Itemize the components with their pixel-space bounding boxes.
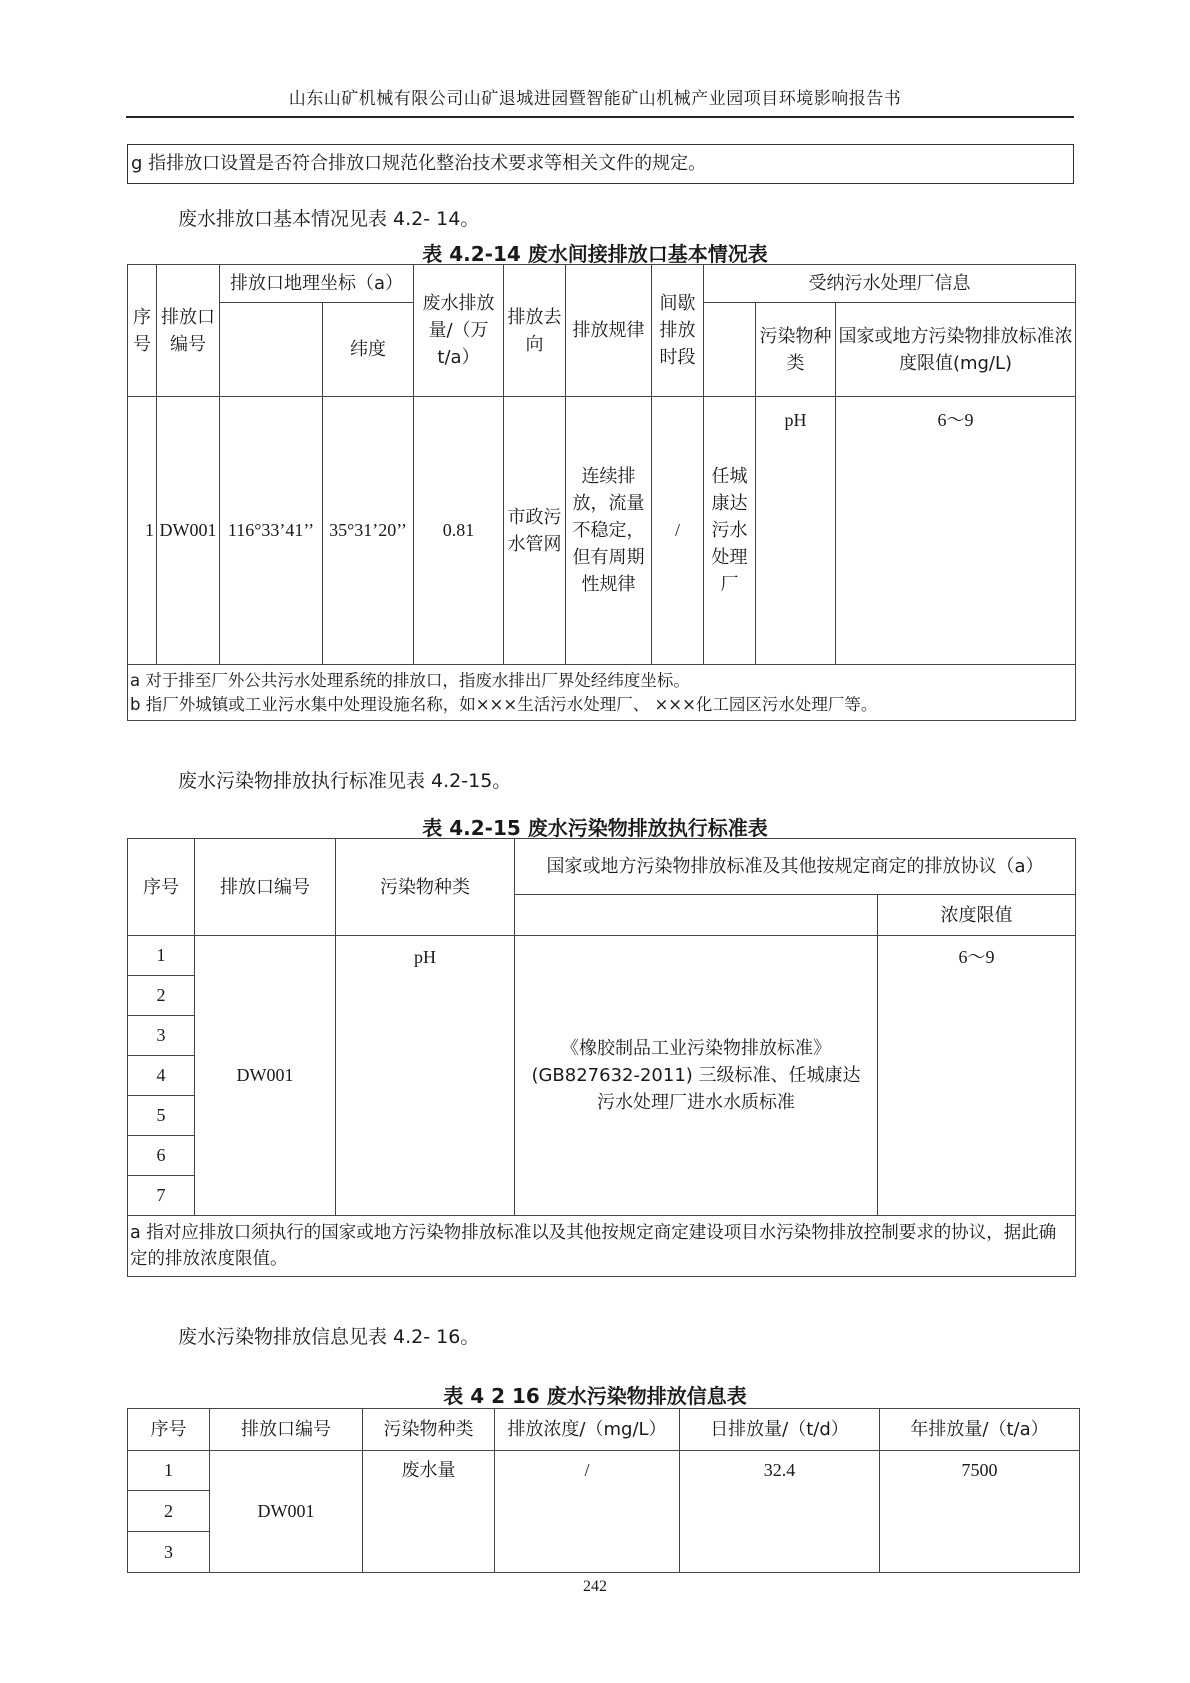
t14-cell-destination: 市政污水管网 xyxy=(504,397,566,665)
t14-header-intermittent: 间歇排放时段 xyxy=(652,265,704,397)
table14 xyxy=(127,264,1076,721)
table15 xyxy=(127,838,1076,1277)
t16-header-annual: 年排放量/（t/a） xyxy=(880,1409,1080,1451)
t16-cell-concentration: / xyxy=(495,1451,680,1573)
t14-note-b: b 指厂外城镇或工业污水集中处理设施名称，如×××生活污水处理厂、 ×××化工园区污水处理厂等。 xyxy=(130,694,878,714)
t15-note: a 指对应排放口须执行的国家或地方污染物排放标准以及其他按规定商定建设项目水污染物排放控制要求的协议，据此确定的排放浓度限值。 xyxy=(128,1216,1076,1277)
t14-header-destination: 排放去向 xyxy=(504,265,566,397)
t15-seq-4: 4 xyxy=(128,1056,195,1096)
t14-header-flow: 废水排放量/（万t/a） xyxy=(414,265,504,397)
header-rule xyxy=(126,116,1074,118)
t16-header-pollutant: 污染物种类 xyxy=(363,1409,495,1451)
t16-cell-outlet: DW001 xyxy=(210,1451,363,1573)
t15-cell-standard: 《橡胶制品工业污染物排放标准》(GB827632-2011) 三级标准、任城康达污水处理厂进水水质标准 xyxy=(515,936,878,1216)
t14-header-longitude-empty xyxy=(220,303,323,397)
page-number: 242 xyxy=(583,1578,607,1595)
t16-cell-daily: 32.4 xyxy=(680,1451,880,1573)
t14-cell-intermittent: / xyxy=(652,397,704,665)
table16-caption: 表 4 2 16 废水污染物排放信息表 xyxy=(443,1384,747,1408)
t15-cell-pollutant: pH xyxy=(336,936,515,1216)
t16-seq-2: 2 xyxy=(128,1491,210,1532)
t15-seq-1: 1 xyxy=(128,936,195,976)
t14-header-pollutant: 污染物种类 xyxy=(756,303,836,397)
t15-cell-limit: 6～9 xyxy=(878,936,1076,1216)
t14-cell-limit: 6～9 xyxy=(836,397,1076,665)
t14-header-receiver: 受纳污水处理厂信息 xyxy=(704,265,1076,303)
t14-cell-pollutant: pH xyxy=(756,397,836,665)
t15-header-seq: 序号 xyxy=(128,839,195,936)
t14-note-a: a 对于排至厂外公共污水处理系统的排放口，指废水排出厂界处经纬度坐标。 xyxy=(130,670,690,690)
table15-caption: 表 4.2-15 废水污染物排放执行标准表 xyxy=(422,816,768,840)
t16-header-concentration: 排放浓度/（mg/L） xyxy=(495,1409,680,1451)
t14-cell-plant: 任城康达污水处理厂 xyxy=(704,397,756,665)
table14-caption: 表 4.2-14 废水间接排放口基本情况表 xyxy=(422,242,768,266)
t16-header-daily: 日排放量/（t/d） xyxy=(680,1409,880,1451)
t14-cell-pattern: 连续排放，流量不稳定，但有周期性规律 xyxy=(566,397,652,665)
paragraph-table15-ref: 废水污染物排放执行标准见表 4.2-15。 xyxy=(178,770,512,792)
t16-cell-annual: 7500 xyxy=(880,1451,1080,1573)
t15-header-outlet: 排放口编号 xyxy=(195,839,336,936)
paragraph-table14-ref: 废水排放口基本情况见表 4.2- 14。 xyxy=(178,208,480,230)
t14-cell-flow: 0.81 xyxy=(414,397,504,665)
paragraph-table16-ref: 废水污染物排放信息见表 4.2- 16。 xyxy=(178,1326,480,1348)
t16-cell-pollutant: 废水量 xyxy=(363,1451,495,1573)
t16-seq-1: 1 xyxy=(128,1451,210,1491)
t15-header-pollutant: 污染物种类 xyxy=(336,839,515,936)
t15-seq-7: 7 xyxy=(128,1176,195,1216)
t15-seq-5: 5 xyxy=(128,1096,195,1136)
t14-header-pattern: 排放规律 xyxy=(566,265,652,397)
t16-seq-3: 3 xyxy=(128,1532,210,1573)
t16-header-seq: 序号 xyxy=(128,1409,210,1451)
t15-header-standard-empty xyxy=(515,895,878,936)
t15-header-standard: 国家或地方污染物排放标准及其他按规定商定的排放协议（a） xyxy=(515,839,1076,895)
note-g-box: g 指排放口设置是否符合排放口规范化整治技术要求等相关文件的规定。 xyxy=(127,144,1074,184)
t16-header-outlet: 排放口编号 xyxy=(210,1409,363,1451)
t15-header-limit: 浓度限值 xyxy=(878,895,1076,936)
t14-header-seq: 序号 xyxy=(128,265,157,397)
t14-header-outlet: 排放口编号 xyxy=(157,265,220,397)
t14-notes xyxy=(128,665,1076,721)
t15-seq-3: 3 xyxy=(128,1016,195,1056)
t14-cell-latitude: 35°31’20’’ xyxy=(323,397,414,665)
t15-seq-6: 6 xyxy=(128,1136,195,1176)
t14-cell-outlet: DW001 xyxy=(157,397,220,665)
table16 xyxy=(127,1408,1080,1573)
report-header: 山东山矿机械有限公司山矿退城进园暨智能矿山机械产业园项目环境影响报告书 xyxy=(288,89,902,109)
t14-header-geo: 排放口地理坐标（a） xyxy=(220,265,414,303)
t14-cell-seq: 1 xyxy=(128,397,157,665)
t14-header-latitude: 纬度 xyxy=(323,303,414,397)
t14-cell-longitude: 116°33’41’’ xyxy=(220,397,323,665)
t15-cell-outlet: DW001 xyxy=(195,936,336,1216)
t14-header-standard: 国家或地方污染物排放标准浓度限值(mg/L) xyxy=(836,303,1076,397)
t15-seq-2: 2 xyxy=(128,976,195,1016)
t14-header-plant-empty xyxy=(704,303,756,397)
